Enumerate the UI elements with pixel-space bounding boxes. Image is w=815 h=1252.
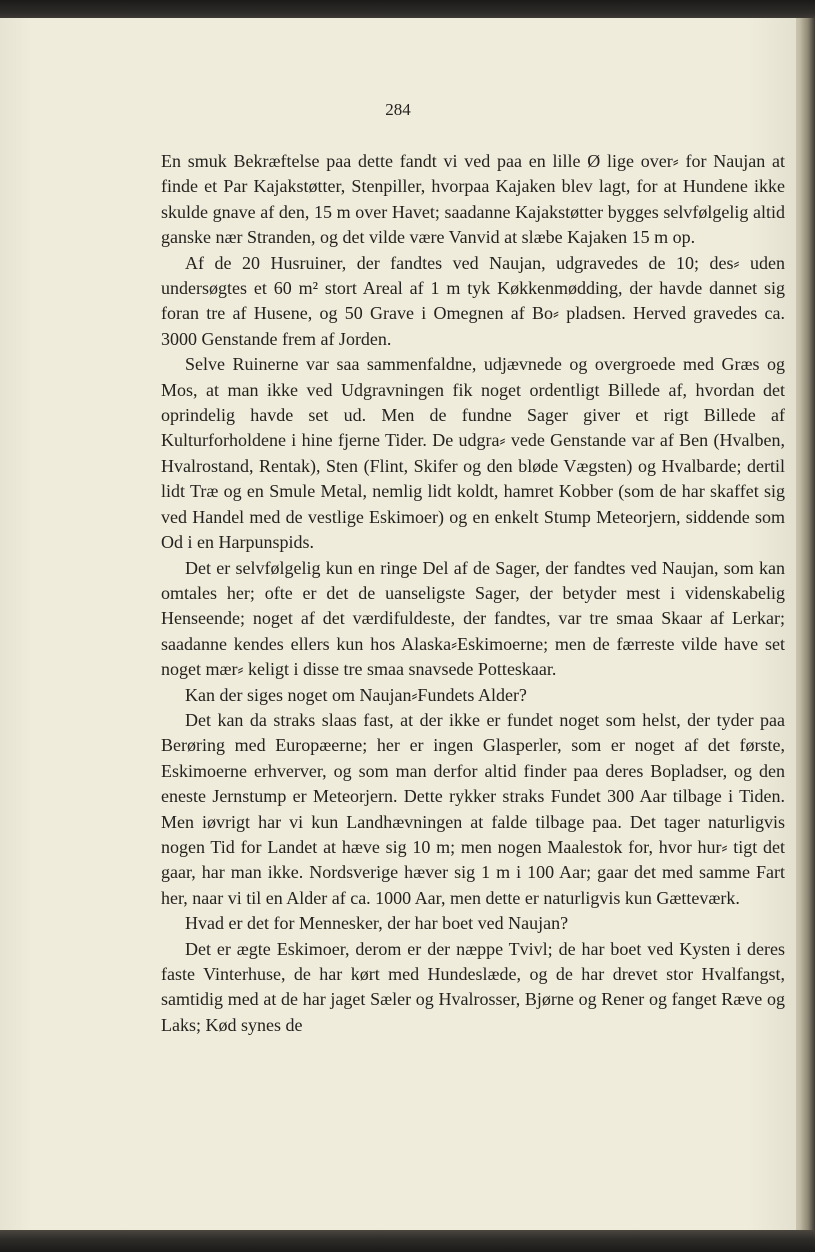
paragraph-question-age: Kan der siges noget om Naujan⸗Fundets Alder? — [185, 684, 527, 705]
paragraph-dating: Det kan da straks slaas fast, at der ikke er fundet noget som helst, der tyder paa Berøring med Europæerne; her er ingen Glasperler, som er noget af det første, Eskimoerne erhverver, og som man derfor altid finder paa deres Bopladser, og den eneste Jernstump er Meteorjern. Dette rykker straks Fundet 300 Aar tilbage i Tiden. Men iøvrigt har vi kun Landhævningen at falde tilbage paa. Det tager naturligvis nogen Tid for Landet at hæve sig 10 m; men nogen Maalestok for, hvor hur⸗ tigt det gaar, har man ikke. Nordsverige hæver sig 1 m i 100 Aar; gaar det med samme Fart her, naar vi til en Alder af ca. 1000 Aar, men dette er naturligvis kun Gætteværk. — [161, 709, 785, 908]
page-number: 284 — [385, 100, 411, 119]
book-page — [0, 18, 796, 1232]
scan-bottom-border — [0, 1230, 815, 1252]
paragraph-house-ruins: Af de 20 Husruiner, der fandtes ved Naujan, udgravedes de 10; des⸗ uden undersøgtes et 60 m² stort Areal af 1 m tyk Køkkenmødding, der havde dannet sig foran tre af Husene, og 50 Grave i Omegnen af Bo⸗ pladsen. Herved gravedes ca. 3000 Genstande frem af Jorden. — [161, 252, 785, 349]
paragraph-ruins-condition: Selve Ruinerne var saa sammenfaldne, udjævnede og overgroede med Græs og Mos, at man ikke ved Udgravningen fik noget ordentligt Billede af, hvordan det oprindelig havde set ud. Men de fundne Sager giver et rigt Billede af Kulturforholdene i hine fjerne Tider. De udgra⸗ vede Genstande var af Ben (Hvalben, Hvalrostand, Rentak), Sten (Flint, Skifer og den bløde Vægsten) og Hvalbarde; dertil lidt Træ og en Smule Metal, nemlig lidt koldt, hamret Kobber (som de har skaffet sig ved Handel med de vestlige Eskimoer) og en enkelt Stump Meteorjern, siddende som Od i en Harpunspids. — [161, 354, 785, 553]
paragraph-eskimo-life: Det er ægte Eskimoer, derom er der næppe Tvivl; de har boet ved Kysten i deres faste Vinterhuse, de har kørt med Hundeslæde, og de har drevet stor Hvalfangst, samtidig med at de har jaget Sæler og Hvalrosser, Bjørne og Rener og fanget Ræve og Laks; Kød synes de — [161, 938, 785, 1035]
body-text — [161, 149, 785, 1038]
paragraph-question-people: Hvad er det for Mennesker, der har boet ved Naujan? — [185, 913, 569, 934]
paragraph-kayak-supports: En smuk Bekræftelse paa dette fandt vi ved paa en lille Ø lige over⸗ for Naujan at finde et Par Kajakstøtter, Stenpiller, hvorpaa Kajaken blev lagt, for at Hundene ikke skulde gnave af den, 15 m over Havet; saadanne Kajakstøtter bygges selvfølgelig altid ganske nær Stranden, og det vilde være Vanvid at slæbe Kajaken 15 m op. — [161, 151, 785, 248]
paragraph-pottery-shards: Det er selvfølgelig kun en ringe Del af de Sager, der fandtes ved Naujan, som kan omtales her; ofte er det de uanseligste Sager, der betyder mest i videnskabelig Henseende; noget af det værdifuldeste, der fandtes, var tre smaa Skaar af Lerkar; saadanne kendes ellers kun hos Alaska⸗Eskimoerne; men de færreste vilde have set noget mær⸗ keligt i disse tre smaa snavsede Potteskaar. — [161, 557, 785, 680]
